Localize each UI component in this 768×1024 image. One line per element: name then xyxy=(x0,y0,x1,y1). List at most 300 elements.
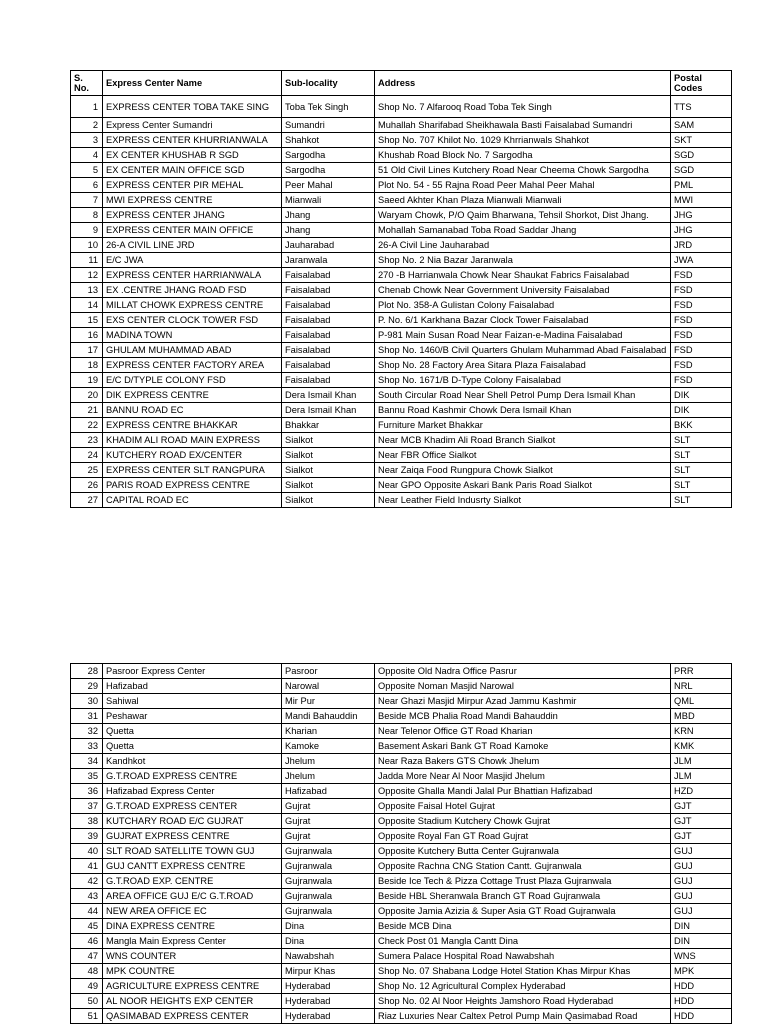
cell-sno: 25 xyxy=(71,463,103,478)
header-name: Express Center Name xyxy=(103,71,282,96)
cell-address: Opposite Kutchery Butta Center Gujranwala xyxy=(375,844,671,859)
cell-postal-code: SLT xyxy=(671,478,732,493)
cell-sno: 44 xyxy=(71,904,103,919)
cell-sublocality: Shahkot xyxy=(282,133,375,148)
cell-center-name: EXPRESS CENTER PIR MEHAL xyxy=(103,178,282,193)
cell-sno: 10 xyxy=(71,238,103,253)
cell-sno: 13 xyxy=(71,283,103,298)
cell-address: South Circular Road Near Shell Petrol Pump Dera Ismail Khan xyxy=(375,388,671,403)
table-row xyxy=(71,769,732,784)
cell-postal-code: SKT xyxy=(671,133,732,148)
table-row xyxy=(71,448,732,463)
table-row xyxy=(71,403,732,418)
cell-sno: 1 xyxy=(71,96,103,118)
cell-postal-code: SAM xyxy=(671,118,732,133)
cell-sno: 12 xyxy=(71,268,103,283)
cell-center-name: G.T.ROAD EXP. CENTRE xyxy=(103,874,282,889)
cell-center-name: EXS CENTER CLOCK TOWER FSD xyxy=(103,313,282,328)
cell-postal-code: DIK xyxy=(671,388,732,403)
cell-sno: 46 xyxy=(71,934,103,949)
cell-sublocality: Faisalabad xyxy=(282,313,375,328)
cell-address: Near Ghazi Masjid Mirpur Azad Jammu Kashmir xyxy=(375,694,671,709)
cell-sublocality: Kharian xyxy=(282,724,375,739)
cell-sno: 19 xyxy=(71,373,103,388)
cell-address: 270 -B Harrianwala Chowk Near Shaukat Fabrics Faisalabad xyxy=(375,268,671,283)
cell-sno: 38 xyxy=(71,814,103,829)
cell-sno: 40 xyxy=(71,844,103,859)
table-row xyxy=(71,829,732,844)
cell-center-name: EX CENTER KHUSHAB R SGD xyxy=(103,148,282,163)
cell-postal-code: FSD xyxy=(671,373,732,388)
cell-sno: 8 xyxy=(71,208,103,223)
table-row xyxy=(71,754,732,769)
cell-sublocality: Gujrat xyxy=(282,814,375,829)
cell-center-name: Peshawar xyxy=(103,709,282,724)
cell-postal-code: KRN xyxy=(671,724,732,739)
cell-address: Plot No. 358-A Gulistan Colony Faisalabad xyxy=(375,298,671,313)
cell-sno: 17 xyxy=(71,343,103,358)
cell-postal-code: FSD xyxy=(671,268,732,283)
cell-sno: 41 xyxy=(71,859,103,874)
cell-sublocality: Hyderabad xyxy=(282,1009,375,1024)
cell-address: Shop No. 7 Alfarooq Road Toba Tek Singh xyxy=(375,96,671,118)
cell-center-name: Mangla Main Express Center xyxy=(103,934,282,949)
cell-sublocality: Jauharabad xyxy=(282,238,375,253)
table-2-body xyxy=(71,664,732,1024)
cell-sublocality: Dera Ismail Khan xyxy=(282,403,375,418)
cell-center-name: EXPRESS CENTRE BHAKKAR xyxy=(103,418,282,433)
cell-sno: 22 xyxy=(71,418,103,433)
cell-center-name: GUJRAT EXPRESS CENTRE xyxy=(103,829,282,844)
cell-address: Opposite Ghalla Mandi Jalal Pur Bhattian Hafizabad xyxy=(375,784,671,799)
table-row xyxy=(71,238,732,253)
cell-sublocality: Jaranwala xyxy=(282,253,375,268)
cell-address: Furniture Market Bhakkar xyxy=(375,418,671,433)
cell-postal-code: HDD xyxy=(671,1009,732,1024)
cell-sno: 5 xyxy=(71,163,103,178)
cell-address: 26-A Civil Line Jauharabad xyxy=(375,238,671,253)
header-address: Address xyxy=(375,71,671,96)
cell-center-name: KUTCHERY ROAD EX/CENTER xyxy=(103,448,282,463)
cell-center-name: GUJ CANTT EXPRESS CENTRE xyxy=(103,859,282,874)
cell-address: Near GPO Opposite Askari Bank Paris Road Sialkot xyxy=(375,478,671,493)
cell-center-name: G.T.ROAD EXPRESS CENTRE xyxy=(103,769,282,784)
table-row xyxy=(71,373,732,388)
table-row xyxy=(71,859,732,874)
header-sno: S. No. xyxy=(71,71,103,96)
cell-center-name: GHULAM MUHAMMAD ABAD xyxy=(103,343,282,358)
cell-sno: 31 xyxy=(71,709,103,724)
cell-sublocality: Faisalabad xyxy=(282,358,375,373)
cell-sublocality: Sialkot xyxy=(282,463,375,478)
cell-address: Opposite Royal Fan GT Road Gujrat xyxy=(375,829,671,844)
cell-address: Opposite Rachna CNG Station Cantt. Gujranwala xyxy=(375,859,671,874)
cell-postal-code: FSD xyxy=(671,358,732,373)
table-row xyxy=(71,964,732,979)
table-row xyxy=(71,343,732,358)
cell-postal-code: JHG xyxy=(671,208,732,223)
cell-address: Saeed Akhter Khan Plaza Mianwali Mianwali xyxy=(375,193,671,208)
cell-center-name: EXPRESS CENTER TOBA TAKE SING xyxy=(103,96,282,118)
cell-sublocality: Gujranwala xyxy=(282,889,375,904)
cell-postal-code: MBD xyxy=(671,709,732,724)
cell-sno: 4 xyxy=(71,148,103,163)
table-row xyxy=(71,253,732,268)
express-centers-table-2 xyxy=(70,663,732,1024)
cell-address: Waryam Chowk, P/O Qaim Bharwana, Tehsil Shorkot, Dist Jhang. xyxy=(375,208,671,223)
cell-address: Near MCB Khadim Ali Road Branch Sialkot xyxy=(375,433,671,448)
cell-address: Beside Ice Tech & Pizza Cottage Trust Plaza Gujranwala xyxy=(375,874,671,889)
cell-sublocality: Dina xyxy=(282,919,375,934)
cell-center-name: SLT ROAD SATELLITE TOWN GUJ xyxy=(103,844,282,859)
cell-sno: 33 xyxy=(71,739,103,754)
cell-sublocality: Sialkot xyxy=(282,433,375,448)
cell-postal-code: JLM xyxy=(671,754,732,769)
cell-center-name: Kandhkot xyxy=(103,754,282,769)
table-row xyxy=(71,949,732,964)
cell-postal-code: FSD xyxy=(671,313,732,328)
cell-sublocality: Gujranwala xyxy=(282,844,375,859)
table-row xyxy=(71,493,732,508)
cell-postal-code: NRL xyxy=(671,679,732,694)
express-centers-table-1 xyxy=(70,70,732,508)
cell-address: 51 Old Civil Lines Kutchery Road Near Cheema Chowk Sargodha xyxy=(375,163,671,178)
cell-sno: 32 xyxy=(71,724,103,739)
cell-sno: 43 xyxy=(71,889,103,904)
cell-address: P. No. 6/1 Karkhana Bazar Clock Tower Faisalabad xyxy=(375,313,671,328)
cell-address: Near Zaiqa Food Rungpura Chowk Sialkot xyxy=(375,463,671,478)
cell-sno: 15 xyxy=(71,313,103,328)
cell-address: Bannu Road Kashmir Chowk Dera Ismail Khan xyxy=(375,403,671,418)
cell-center-name: EX CENTER MAIN OFFICE SGD xyxy=(103,163,282,178)
cell-address: Khushab Road Block No. 7 Sargodha xyxy=(375,148,671,163)
cell-address: Beside MCB Dina xyxy=(375,919,671,934)
cell-center-name: DIK EXPRESS CENTRE xyxy=(103,388,282,403)
cell-address: Chenab Chowk Near Government University Faisalabad xyxy=(375,283,671,298)
cell-sno: 34 xyxy=(71,754,103,769)
table-row xyxy=(71,979,732,994)
table-header-row xyxy=(71,71,732,96)
cell-sublocality: Jhelum xyxy=(282,769,375,784)
cell-postal-code: JHG xyxy=(671,223,732,238)
cell-address: Opposite Old Nadra Office Pasrur xyxy=(375,664,671,679)
cell-postal-code: QML xyxy=(671,694,732,709)
cell-center-name: DINA EXPRESS CENTRE xyxy=(103,919,282,934)
cell-address: Shop No. 28 Factory Area Sitara Plaza Faisalabad xyxy=(375,358,671,373)
cell-center-name: Quetta xyxy=(103,739,282,754)
table-row xyxy=(71,784,732,799)
cell-center-name: Pasroor Express Center xyxy=(103,664,282,679)
cell-address: Beside HBL Sheranwala Branch GT Road Gujranwala xyxy=(375,889,671,904)
cell-postal-code: KMK xyxy=(671,739,732,754)
cell-center-name: Hafizabad xyxy=(103,679,282,694)
cell-center-name: MWI EXPRESS CENTRE xyxy=(103,193,282,208)
cell-postal-code: FSD xyxy=(671,298,732,313)
table-row xyxy=(71,664,732,679)
cell-center-name: AL NOOR HEIGHTS EXP CENTER xyxy=(103,994,282,1009)
cell-sublocality: Mirpur Khas xyxy=(282,964,375,979)
cell-sno: 36 xyxy=(71,784,103,799)
table-row xyxy=(71,709,732,724)
cell-center-name: Express Center Sumandri xyxy=(103,118,282,133)
cell-sublocality: Dina xyxy=(282,934,375,949)
table-row xyxy=(71,96,732,118)
cell-center-name: EXPRESS CENTER JHANG xyxy=(103,208,282,223)
cell-sno: 47 xyxy=(71,949,103,964)
cell-postal-code: JLM xyxy=(671,769,732,784)
cell-sublocality: Toba Tek Singh xyxy=(282,96,375,118)
cell-postal-code: MPK xyxy=(671,964,732,979)
table-row xyxy=(71,268,732,283)
cell-postal-code: GJT xyxy=(671,799,732,814)
cell-sno: 18 xyxy=(71,358,103,373)
cell-center-name: KHADIM ALI ROAD MAIN EXPRESS xyxy=(103,433,282,448)
cell-sublocality: Jhang xyxy=(282,208,375,223)
cell-postal-code: SGD xyxy=(671,148,732,163)
cell-address: Shop No. 07 Shabana Lodge Hotel Station Khas Mirpur Khas xyxy=(375,964,671,979)
cell-postal-code: GUJ xyxy=(671,859,732,874)
table-row xyxy=(71,223,732,238)
cell-address: P-981 Main Susan Road Near Faizan-e-Madina Faisalabad xyxy=(375,328,671,343)
cell-address: Shop No. 1460/B Civil Quarters Ghulam Muhammad Abad Faisalabad xyxy=(375,343,671,358)
cell-sublocality: Sumandri xyxy=(282,118,375,133)
cell-center-name: NEW AREA OFFICE EC xyxy=(103,904,282,919)
cell-address: Basement Askari Bank GT Road Kamoke xyxy=(375,739,671,754)
cell-postal-code: FSD xyxy=(671,343,732,358)
cell-sublocality: Hafizabad xyxy=(282,784,375,799)
cell-sno: 20 xyxy=(71,388,103,403)
cell-address: Shop No. 2 Nia Bazar Jaranwala xyxy=(375,253,671,268)
cell-center-name: E/C D/TYPLE COLONY FSD xyxy=(103,373,282,388)
cell-postal-code: HZD xyxy=(671,784,732,799)
table-row xyxy=(71,358,732,373)
cell-sno: 14 xyxy=(71,298,103,313)
cell-sublocality: Pasroor xyxy=(282,664,375,679)
cell-sublocality: Sialkot xyxy=(282,448,375,463)
cell-sublocality: Gujranwala xyxy=(282,874,375,889)
cell-center-name: EXPRESS CENTER MAIN OFFICE xyxy=(103,223,282,238)
cell-sublocality: Faisalabad xyxy=(282,328,375,343)
table-row xyxy=(71,283,732,298)
cell-center-name: CAPITAL ROAD EC xyxy=(103,493,282,508)
table-row xyxy=(71,118,732,133)
cell-postal-code: DIN xyxy=(671,934,732,949)
cell-postal-code: GUJ xyxy=(671,874,732,889)
cell-sno: 24 xyxy=(71,448,103,463)
cell-sublocality: Jhang xyxy=(282,223,375,238)
cell-sno: 9 xyxy=(71,223,103,238)
cell-sno: 7 xyxy=(71,193,103,208)
cell-sno: 29 xyxy=(71,679,103,694)
cell-address: Riaz Luxuries Near Caltex Petrol Pump Main Qasimabad Road xyxy=(375,1009,671,1024)
cell-center-name: Sahiwal xyxy=(103,694,282,709)
cell-sno: 2 xyxy=(71,118,103,133)
table-row xyxy=(71,694,732,709)
cell-sublocality: Kamoke xyxy=(282,739,375,754)
cell-postal-code: SLT xyxy=(671,433,732,448)
cell-postal-code: PRR xyxy=(671,664,732,679)
cell-sublocality: Bhakkar xyxy=(282,418,375,433)
cell-sno: 21 xyxy=(71,403,103,418)
table-row xyxy=(71,679,732,694)
cell-address: Muhallah Sharifabad Sheikhawala Basti Faisalabad Sumandri xyxy=(375,118,671,133)
cell-postal-code: TTS xyxy=(671,96,732,118)
cell-center-name: Quetta xyxy=(103,724,282,739)
cell-sno: 23 xyxy=(71,433,103,448)
table-row xyxy=(71,844,732,859)
cell-sublocality: Narowal xyxy=(282,679,375,694)
cell-center-name: EX .CENTRE JHANG ROAD FSD xyxy=(103,283,282,298)
cell-address: Shop No. 707 Khilot No. 1029 Khrrianwals Shahkot xyxy=(375,133,671,148)
table-row xyxy=(71,418,732,433)
cell-postal-code: PML xyxy=(671,178,732,193)
cell-sublocality: Mandi Bahauddin xyxy=(282,709,375,724)
cell-address: Shop No. 12 Agricultural Complex Hyderabad xyxy=(375,979,671,994)
table-1-body xyxy=(71,96,732,508)
table-row xyxy=(71,133,732,148)
cell-sublocality: Faisalabad xyxy=(282,373,375,388)
cell-sublocality: Hyderabad xyxy=(282,994,375,1009)
cell-center-name: WNS COUNTER xyxy=(103,949,282,964)
cell-center-name: MILLAT CHOWK EXPRESS CENTRE xyxy=(103,298,282,313)
cell-postal-code: SLT xyxy=(671,463,732,478)
cell-postal-code: DIN xyxy=(671,919,732,934)
cell-sublocality: Sialkot xyxy=(282,493,375,508)
cell-address: Check Post 01 Mangla Cantt Dina xyxy=(375,934,671,949)
table-row xyxy=(71,1009,732,1024)
table-row xyxy=(71,904,732,919)
cell-center-name: MADINA TOWN xyxy=(103,328,282,343)
table-row xyxy=(71,193,732,208)
cell-postal-code: WNS xyxy=(671,949,732,964)
table-row xyxy=(71,934,732,949)
cell-center-name: G.T.ROAD EXPRESS CENTER xyxy=(103,799,282,814)
table-row xyxy=(71,739,732,754)
cell-center-name: PARIS ROAD EXPRESS CENTRE xyxy=(103,478,282,493)
cell-address: Near Leather Field Indusrty Sialkot xyxy=(375,493,671,508)
cell-postal-code: SLT xyxy=(671,493,732,508)
header-postal: Postal Codes xyxy=(671,71,732,96)
cell-sublocality: Faisalabad xyxy=(282,343,375,358)
cell-sublocality: Gujranwala xyxy=(282,904,375,919)
cell-sno: 30 xyxy=(71,694,103,709)
cell-center-name: QASIMABAD EXPRESS CENTER xyxy=(103,1009,282,1024)
cell-sno: 6 xyxy=(71,178,103,193)
cell-center-name: EXPRESS CENTER FACTORY AREA xyxy=(103,358,282,373)
cell-sublocality: Faisalabad xyxy=(282,298,375,313)
cell-center-name: E/C JWA xyxy=(103,253,282,268)
table-row xyxy=(71,313,732,328)
cell-address: Near FBR Office Sialkot xyxy=(375,448,671,463)
cell-address: Beside MCB Phalia Road Mandi Bahauddin xyxy=(375,709,671,724)
table-row xyxy=(71,724,732,739)
table-row xyxy=(71,478,732,493)
cell-sublocality: Sargodha xyxy=(282,163,375,178)
cell-address: Jadda More Near Al Noor Masjid Jhelum xyxy=(375,769,671,784)
cell-postal-code: HDD xyxy=(671,994,732,1009)
cell-postal-code: GUJ xyxy=(671,889,732,904)
cell-address: Near Telenor Office GT Road Kharian xyxy=(375,724,671,739)
cell-postal-code: SLT xyxy=(671,448,732,463)
cell-center-name: Hafizabad Express Center xyxy=(103,784,282,799)
cell-address: Mohallah Samanabad Toba Road Saddar Jhang xyxy=(375,223,671,238)
cell-center-name: EXPRESS CENTER SLT RANGPURA xyxy=(103,463,282,478)
cell-sno: 37 xyxy=(71,799,103,814)
cell-sno: 42 xyxy=(71,874,103,889)
table-row xyxy=(71,298,732,313)
cell-address: Plot No. 54 - 55 Rajna Road Peer Mahal Peer Mahal xyxy=(375,178,671,193)
cell-address: Opposite Jamia Azizia & Super Asia GT Road Gujranwala xyxy=(375,904,671,919)
cell-sublocality: Peer Mahal xyxy=(282,178,375,193)
cell-postal-code: FSD xyxy=(671,328,732,343)
cell-center-name: AGRICULTURE EXPRESS CENTRE xyxy=(103,979,282,994)
cell-sublocality: Sialkot xyxy=(282,478,375,493)
cell-address: Opposite Stadium Kutchery Chowk Gujrat xyxy=(375,814,671,829)
header-sublocality: Sub-locality xyxy=(282,71,375,96)
cell-sno: 45 xyxy=(71,919,103,934)
cell-center-name: EXPRESS CENTER HARRIANWALA xyxy=(103,268,282,283)
cell-sublocality: Jhelum xyxy=(282,754,375,769)
table-row xyxy=(71,208,732,223)
cell-sublocality: Dera Ismail Khan xyxy=(282,388,375,403)
cell-center-name: KUTCHARY ROAD E/C GUJRAT xyxy=(103,814,282,829)
cell-sno: 51 xyxy=(71,1009,103,1024)
cell-sno: 39 xyxy=(71,829,103,844)
cell-center-name: AREA OFFICE GUJ E/C G.T.ROAD xyxy=(103,889,282,904)
cell-postal-code: HDD xyxy=(671,979,732,994)
cell-postal-code: JRD xyxy=(671,238,732,253)
cell-address: Near Raza Bakers GTS Chowk Jhelum xyxy=(375,754,671,769)
cell-postal-code: GUJ xyxy=(671,844,732,859)
table-row xyxy=(71,328,732,343)
table-row xyxy=(71,433,732,448)
cell-sublocality: Hyderabad xyxy=(282,979,375,994)
cell-sno: 26 xyxy=(71,478,103,493)
cell-sublocality: Mir Pur xyxy=(282,694,375,709)
table-row xyxy=(71,148,732,163)
cell-sno: 16 xyxy=(71,328,103,343)
cell-address: Opposite Faisal Hotel Gujrat xyxy=(375,799,671,814)
cell-address: Opposite Noman Masjid Narowal xyxy=(375,679,671,694)
table-row xyxy=(71,463,732,478)
cell-postal-code: BKK xyxy=(671,418,732,433)
table-row xyxy=(71,889,732,904)
cell-sublocality: Nawabshah xyxy=(282,949,375,964)
cell-sno: 27 xyxy=(71,493,103,508)
cell-center-name: 26-A CIVIL LINE JRD xyxy=(103,238,282,253)
table-row xyxy=(71,919,732,934)
cell-sno: 49 xyxy=(71,979,103,994)
table-row xyxy=(71,178,732,193)
table-row xyxy=(71,874,732,889)
cell-sublocality: Gujrat xyxy=(282,829,375,844)
cell-postal-code: GJT xyxy=(671,829,732,844)
cell-postal-code: DIK xyxy=(671,403,732,418)
cell-sno: 50 xyxy=(71,994,103,1009)
table-row xyxy=(71,814,732,829)
cell-postal-code: SGD xyxy=(671,163,732,178)
cell-sublocality: Sargodha xyxy=(282,148,375,163)
table-row xyxy=(71,388,732,403)
cell-sno: 35 xyxy=(71,769,103,784)
cell-sno: 28 xyxy=(71,664,103,679)
cell-sublocality: Faisalabad xyxy=(282,268,375,283)
cell-center-name: BANNU ROAD EC xyxy=(103,403,282,418)
table-row xyxy=(71,994,732,1009)
table-row xyxy=(71,799,732,814)
cell-center-name: EXPRESS CENTER KHURRIANWALA xyxy=(103,133,282,148)
cell-center-name: MPK COUNTRE xyxy=(103,964,282,979)
